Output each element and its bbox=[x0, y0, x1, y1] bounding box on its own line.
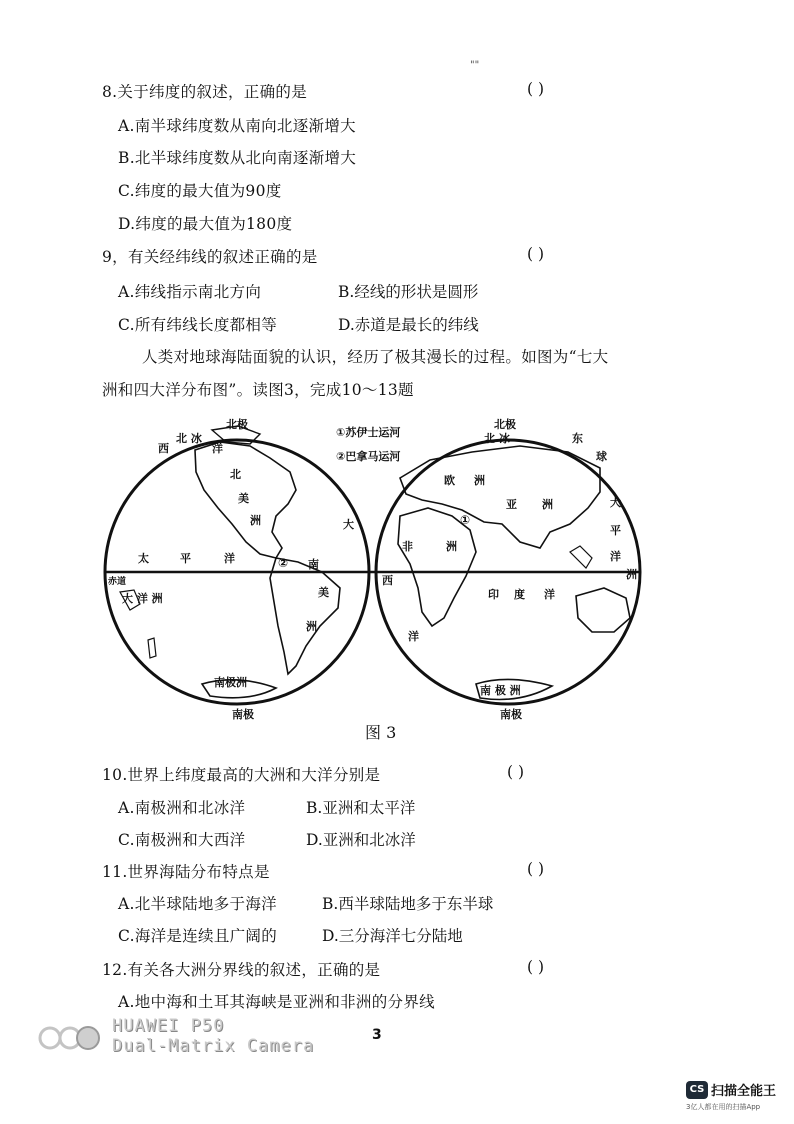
q10-option-b[interactable]: B.亚洲和太平洋 bbox=[306, 799, 416, 817]
q11-option-a[interactable]: A.北半球陆地多于海洋 bbox=[118, 895, 277, 913]
west-pacific-label-3: 洋 bbox=[224, 552, 235, 565]
q10-stem: 10.世界上纬度最高的大洲和大洋分别是 bbox=[102, 766, 381, 784]
australia-shape bbox=[576, 588, 630, 632]
new-zealand-shape bbox=[148, 638, 156, 658]
q8-option-c[interactable]: C.纬度的最大值为90度 bbox=[118, 182, 282, 200]
east-arctic-e-label: 东 bbox=[572, 432, 583, 445]
west-atlantic-label: 大 bbox=[343, 518, 354, 531]
east-indian-label-1: 印 bbox=[488, 588, 499, 601]
southeast-asia-islands-shape bbox=[570, 546, 592, 568]
west-sa-label-2: 美 bbox=[318, 586, 329, 599]
q8-stem: 8.关于纬度的叙述，正确的是 bbox=[102, 83, 307, 101]
q9-option-c[interactable]: C.所有纬线长度都相等 bbox=[118, 316, 278, 334]
q11-option-d[interactable]: D.三分海洋七分陆地 bbox=[322, 927, 463, 945]
west-north-pole-label: 北极 bbox=[226, 418, 248, 431]
scan-mark: "" bbox=[470, 60, 480, 71]
watermark-model: HUAWEI P50 bbox=[112, 1016, 225, 1036]
q11-answer-blank[interactable]: ( ) bbox=[527, 860, 545, 878]
west-arctic-label-c: 洋 bbox=[212, 442, 223, 455]
intro-line-2: 洲和四大洋分布图”。读图3，完成10～13题 bbox=[102, 381, 414, 399]
q8-option-d[interactable]: D.纬度的最大值为180度 bbox=[118, 215, 293, 233]
east-eu-label-2: 洲 bbox=[474, 474, 485, 487]
intro-line-1: 人类对地球海陆面貌的认识，经历了极其漫长的过程。如图为“七大 bbox=[142, 348, 609, 366]
page-number: 3 bbox=[372, 1027, 382, 1043]
q9-option-a[interactable]: A.纬线指示南北方向 bbox=[118, 283, 262, 301]
camera-lens-icon bbox=[38, 1020, 102, 1056]
east-arctic-label: 北 冰 bbox=[484, 432, 510, 445]
east-oceania-label: 洲 bbox=[626, 568, 637, 581]
q8-answer-blank[interactable]: ( ) bbox=[527, 80, 545, 98]
east-north-pole-label: 北极 bbox=[494, 418, 516, 431]
east-as-label-2: 洲 bbox=[542, 498, 553, 511]
east-arctic-e2-label: 球 bbox=[596, 450, 607, 463]
watermark-camera: Dual-Matrix Camera bbox=[112, 1036, 315, 1056]
camscanner-name: 扫描全能王 bbox=[711, 1084, 777, 1099]
west-pacific-label-1: 太 bbox=[138, 552, 149, 565]
east-south-pole-label: 南极 bbox=[500, 708, 522, 721]
west-sa-label-3: 洲 bbox=[306, 620, 317, 633]
west-antarctica-label: 南极洲 bbox=[214, 676, 247, 689]
q12-stem: 12.有关各大洲分界线的叙述，正确的是 bbox=[102, 961, 381, 979]
west-arctic-label-a: 西 bbox=[158, 442, 169, 455]
east-antarctica-label: 南 极 洲 bbox=[480, 684, 521, 697]
q11-stem: 11.世界海陆分布特点是 bbox=[102, 863, 270, 881]
q10-option-a[interactable]: A.南极洲和北冰洋 bbox=[118, 799, 246, 817]
q9-answer-blank[interactable]: ( ) bbox=[527, 245, 545, 263]
q12-answer-blank[interactable]: ( ) bbox=[527, 958, 545, 976]
suez-canal-marker: ① bbox=[460, 513, 471, 527]
q10-answer-blank[interactable]: ( ) bbox=[507, 763, 525, 781]
west-na-label-1: 北 bbox=[230, 468, 241, 481]
camscanner-tagline: 3亿人都在用的扫描App bbox=[686, 1103, 761, 1111]
camscanner-badge bbox=[686, 1079, 776, 1099]
south-america-shape bbox=[270, 558, 340, 674]
legend-suez-canal: ①苏伊士运河 bbox=[336, 426, 401, 439]
legend-panama-canal: ②巴拿马运河 bbox=[336, 450, 401, 463]
camscanner-logo-icon: CS bbox=[686, 1081, 708, 1099]
world-map-figure bbox=[100, 412, 660, 724]
west-arctic-label-b: 北 冰 bbox=[176, 432, 202, 445]
q8-option-a[interactable]: A.南半球纬度数从南向北逐渐增大 bbox=[118, 117, 356, 135]
eurasia-shape bbox=[400, 446, 600, 548]
q9-stem: 9，有关经纬线的叙述正确的是 bbox=[102, 248, 318, 266]
east-pacific-label-1: 大 bbox=[610, 496, 621, 509]
west-south-pole-label: 南极 bbox=[232, 708, 254, 721]
east-west-char-label: 西 bbox=[382, 574, 393, 587]
q10-option-d[interactable]: D.亚洲和北冰洋 bbox=[306, 831, 416, 849]
q9-option-b[interactable]: B.经线的形状是圆形 bbox=[338, 283, 479, 301]
west-pacific-label-2: 平 bbox=[180, 552, 191, 565]
q9-option-d[interactable]: D.赤道是最长的纬线 bbox=[338, 316, 479, 334]
east-af-label-2: 洲 bbox=[446, 540, 457, 553]
west-sa-label-1: 南 bbox=[308, 558, 319, 571]
equator-label: 赤道 bbox=[108, 577, 127, 587]
west-na-label-2: 美 bbox=[238, 492, 249, 505]
west-na-label-3: 洲 bbox=[250, 514, 261, 527]
east-eu-label-1: 欧 bbox=[444, 474, 455, 487]
east-indian-label-3: 洋 bbox=[544, 588, 555, 601]
west-pacific-south-label: 大 洋 洲 bbox=[122, 592, 163, 605]
q11-option-b[interactable]: B.西半球陆地多于东半球 bbox=[322, 895, 494, 913]
east-pacific-label-3: 洋 bbox=[610, 550, 621, 563]
q12-option-a[interactable]: A.地中海和土耳其海峡是亚洲和非洲的分界线 bbox=[118, 993, 435, 1011]
east-as-label-1: 亚 bbox=[506, 498, 517, 511]
east-af-label-1: 非 bbox=[402, 540, 413, 553]
east-pacific-label-2: 平 bbox=[610, 524, 621, 537]
q8-option-b[interactable]: B.北半球纬度数从北向南逐渐增大 bbox=[118, 149, 357, 167]
q11-option-c[interactable]: C.海洋是连续且广阔的 bbox=[118, 927, 278, 945]
panama-canal-marker: ② bbox=[278, 556, 289, 570]
figure-caption: 图 3 bbox=[365, 723, 397, 742]
q10-option-c[interactable]: C.南极洲和大西洋 bbox=[118, 831, 246, 849]
east-atlantic-label: 洋 bbox=[408, 630, 419, 643]
east-indian-label-2: 度 bbox=[514, 588, 525, 601]
